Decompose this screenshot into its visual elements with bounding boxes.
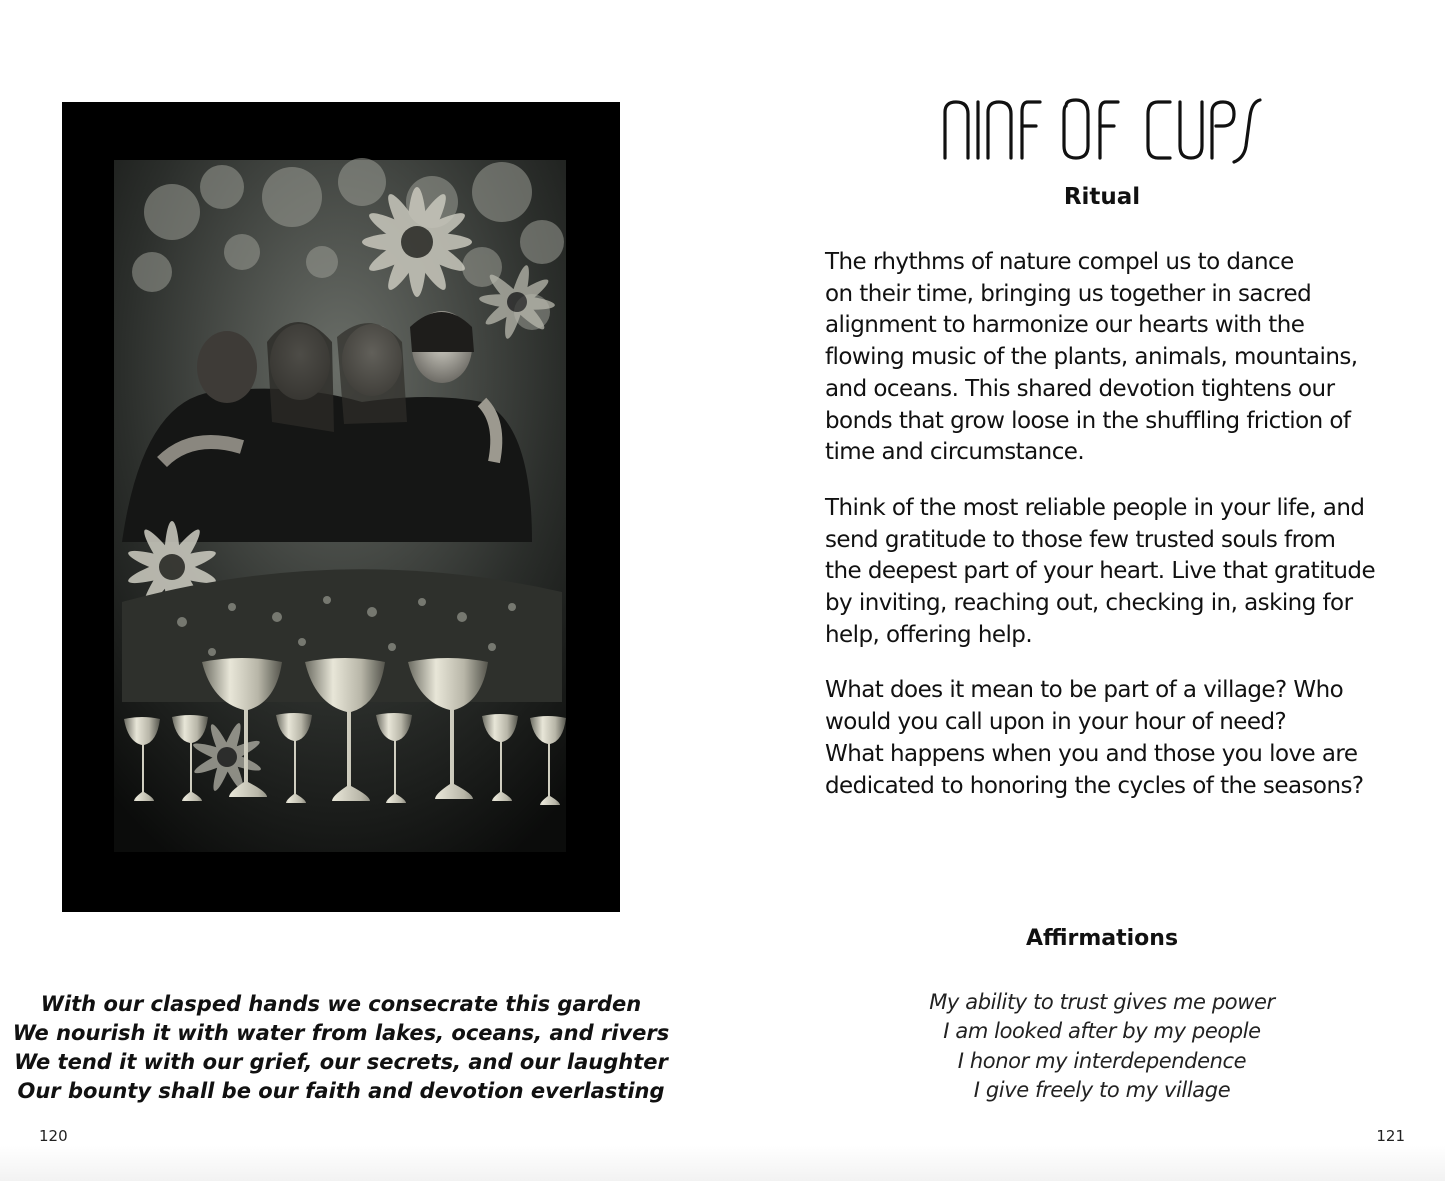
text-line: and oceans. This shared devotion tightens our	[825, 375, 1335, 402]
tarot-photo	[62, 102, 620, 912]
text-line: by inviting, reaching out, checking in, asking for	[825, 590, 1353, 617]
text-line: on their time, bringing us together in sacred	[825, 280, 1312, 307]
text-line: the deepest part of your heart. Live that gratitude	[825, 558, 1376, 585]
body-text	[825, 247, 1425, 802]
text-line: send gratitude to those few trusted souls from	[825, 526, 1336, 553]
text-line: help, offering help.	[825, 621, 1033, 648]
text-line: What does it mean to be part of a village? Who	[825, 677, 1344, 704]
right-page	[722, 0, 1445, 1181]
left-page	[0, 0, 722, 1181]
text-line: What happens when you and those you love are	[825, 740, 1358, 767]
page-number-left: 120	[39, 1127, 68, 1145]
paragraph-2	[825, 493, 1425, 652]
photo-illustration	[62, 102, 620, 912]
text-line: dedicated to honoring the cycles of the seasons?	[825, 772, 1364, 799]
poem-line: We tend it with our grief, our secrets, and our laughter	[14, 1050, 668, 1074]
section-subtitle: Ritual	[1063, 184, 1141, 210]
text-line: alignment to harmonize our hearts with the	[825, 312, 1305, 339]
page-shadow	[722, 1145, 1445, 1181]
affirmation-item: I give freely to my village	[973, 1077, 1231, 1102]
paragraph-3	[825, 675, 1425, 802]
poem-line: With our clasped hands we consecrate this garden	[40, 992, 642, 1016]
text-line: bonds that grow loose in the shuffling friction of	[825, 407, 1351, 434]
poem-line: We nourish it with water from lakes, oceans, and rivers	[12, 1021, 670, 1045]
text-line: time and circumstance.	[825, 439, 1085, 466]
text-line: Think of the most reliable people in your life, and	[825, 494, 1365, 521]
affirmations-list	[722, 988, 1445, 1105]
text-line: would you call upon in your hour of need?	[825, 709, 1287, 736]
affirmation-item: My ability to trust gives me power	[929, 990, 1275, 1014]
poem-line: Our bounty shall be our faith and devotion everlasting	[17, 1079, 665, 1103]
text-line: flowing music of the plants, animals, mountains,	[825, 344, 1358, 371]
page-shadow	[0, 1145, 722, 1181]
affirmation-item: I am looked after by my people	[943, 1019, 1261, 1044]
affirmations-heading: Affirmations	[1025, 926, 1179, 951]
poem	[0, 990, 682, 1106]
page-number-right: 121	[1376, 1127, 1405, 1145]
text-line: The rhythms of nature compel us to dance	[825, 249, 1294, 275]
card-title	[942, 96, 1262, 166]
paragraph-1	[825, 247, 1425, 469]
affirmation-item: I honor my interdependence	[957, 1048, 1247, 1073]
